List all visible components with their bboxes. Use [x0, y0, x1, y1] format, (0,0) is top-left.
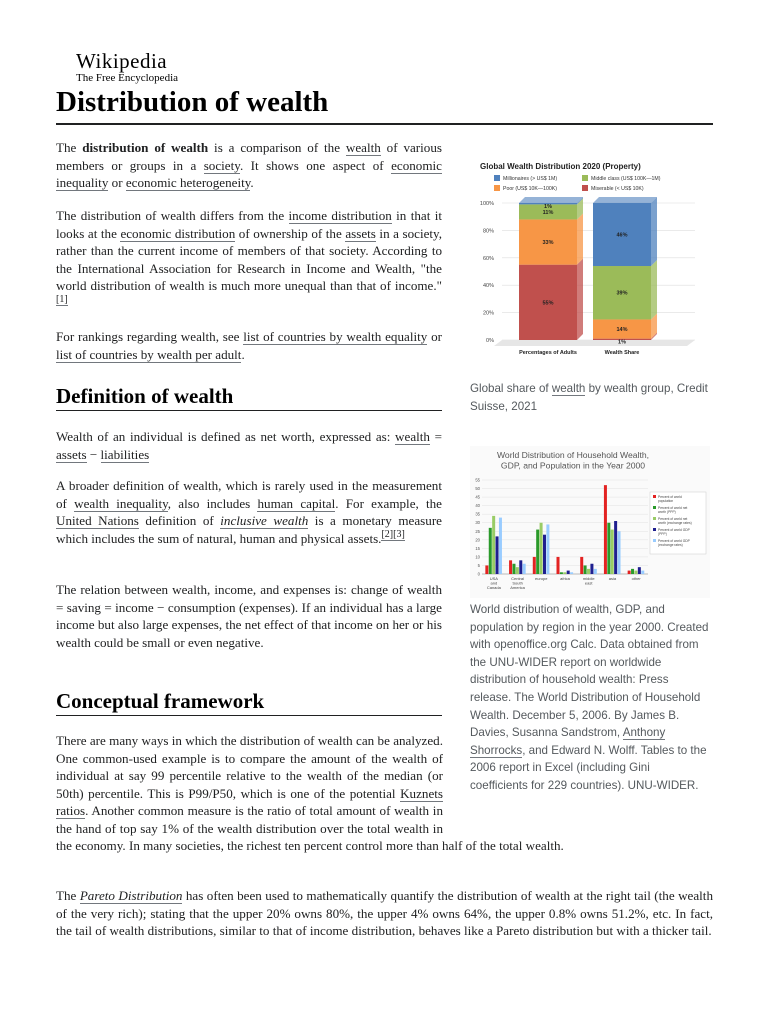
- bar: [641, 571, 644, 574]
- bar: [523, 564, 526, 574]
- legend-swatch: [653, 506, 656, 509]
- bar: [492, 516, 495, 574]
- legend-label: Percent of world GDP (PPP): [658, 528, 690, 536]
- bar: [594, 569, 597, 574]
- figure-2-caption: World distribution of wealth, GDP, and population by region in the year 2000. Created with openoffice.org Calc. Data obtained from the UNU-WIDER report on worldwide distribution of household wealth: Press release. The World Distribution of Household Wealth. December 5, 2006. By James B. Davies, Susanna Sandstrom, Anthony Shorrocks, and Edward N. Wolff. Tables to the 2006 report in Excel (including Gini coefficients for 229 countries). UNU-WIDER.: [470, 603, 709, 792]
- bar: [509, 560, 512, 574]
- bar: [536, 530, 539, 574]
- data-label: 11%: [542, 209, 554, 216]
- bar: [546, 524, 549, 574]
- y-tick-label: 15: [475, 545, 480, 551]
- bar: [489, 528, 492, 574]
- y-tick-label: 30: [475, 520, 480, 526]
- bar-side: [651, 197, 657, 266]
- bar-side: [577, 259, 583, 340]
- bar: [499, 518, 502, 574]
- y-tick-label: 55: [475, 477, 480, 483]
- data-label: 33%: [542, 240, 554, 247]
- bar-side: [651, 260, 657, 319]
- figure-1-caption: Global share of wealth by wealth group, Credit Suisse, 2021: [470, 382, 708, 413]
- x-tick-label: africa: [560, 576, 570, 581]
- bar: [540, 523, 543, 574]
- x-tick-label: Central South America: [510, 576, 525, 591]
- bar-side: [577, 213, 583, 264]
- intro-paragraph-1: The distribution of wealth is a comparison of the wealth of various members or groups in a society. It shows one aspect of economic inequality or economic heterogeneity.: [56, 140, 442, 190]
- section-divider-definition: [56, 410, 442, 411]
- link-wealth-2[interactable]: wealth: [395, 429, 430, 444]
- intro-paragraph-2: The distribution of wealth differs from the income distribution in that it looks at the economic distribution of ownership of the assets in a society, rather than the current income of members of that society. According to the International Association for Research in Income and Wealth, "the world distribution of wealth is much more unequal than that of income."[1]: [56, 208, 443, 306]
- section-heading-definition: Definition of wealth: [56, 384, 234, 408]
- link-list-countries-wealth-per-adult[interactable]: list of countries by wealth per adult: [56, 346, 242, 362]
- bar: [607, 523, 610, 574]
- bar-top: [593, 197, 657, 203]
- legend-swatch: [653, 517, 656, 520]
- bar: [634, 571, 637, 574]
- bar: [560, 572, 563, 574]
- reference-2-3[interactable]: [2][3]: [381, 529, 405, 541]
- bar-top: [519, 197, 583, 203]
- legend-label: Miserable (< US$ 10K): [591, 186, 644, 192]
- logo-wordmark: Wikipedia: [76, 49, 168, 73]
- y-tick-label: 5: [477, 562, 480, 568]
- legend-label: Millionaires (> US$ 1M): [503, 176, 558, 182]
- legend-swatch: [494, 185, 500, 191]
- y-tick-label: 25: [475, 528, 480, 534]
- link-wealth[interactable]: wealth: [345, 140, 381, 155]
- link-assets-2[interactable]: assets: [56, 446, 87, 462]
- link-economic-heterogeneity[interactable]: economic heterogeneity: [125, 175, 251, 190]
- bar: [618, 531, 621, 574]
- legend-swatch: [494, 175, 500, 181]
- y-tick-label: 10: [475, 554, 480, 560]
- framework-paragraph-2: The Pareto Distribution has often been used to mathematically quantify the distribution of wealth at the right tail (the wealth of the very rich); stating that the upper 20% owns 80%, the upper 4% owns 64%, the upper 0.8% owns 51.2%, etc. In fact, the tail of wealth distributions, similar to that of income distribution, behaves like a Pareto distribution but with a thicker tail.: [56, 888, 713, 938]
- link-human-capital[interactable]: human capital: [257, 495, 336, 511]
- intro-paragraph-3: For rankings regarding wealth, see list of countries by wealth equality or list of countries by wealth per adult.: [56, 329, 443, 362]
- wikipedia-logo[interactable]: [76, 50, 206, 85]
- link-pareto-distribution[interactable]: Pareto Distribution: [79, 888, 183, 903]
- link-united-nations[interactable]: United Nations: [56, 513, 139, 528]
- link-economic-inequality[interactable]: economic inequality: [56, 157, 442, 190]
- legend-swatch: [653, 495, 656, 498]
- figure-global-wealth-distribution[interactable]: [470, 155, 710, 370]
- bar: [631, 569, 634, 574]
- legend-swatch: [653, 539, 656, 542]
- chart-floor: [494, 340, 695, 346]
- bar: [580, 557, 583, 574]
- legend-swatch: [582, 175, 588, 181]
- data-label: 39%: [616, 290, 628, 297]
- y-tick-label: 0: [477, 571, 480, 577]
- y-tick-label: 80%: [482, 228, 494, 235]
- link-wealth-inequality[interactable]: wealth inequality: [74, 495, 168, 511]
- link-liabilities[interactable]: liabilities: [100, 446, 150, 462]
- y-tick-label: 40%: [482, 283, 494, 290]
- y-tick-label: 45: [475, 494, 480, 500]
- legend-label: Percent of world GDP (exchange rates): [658, 539, 690, 547]
- x-tick-label: other: [631, 576, 641, 581]
- y-tick-label: 50: [475, 486, 480, 492]
- data-label: 14%: [616, 327, 628, 334]
- chart-world-household-wealth: [470, 446, 710, 598]
- link-assets[interactable]: assets: [345, 225, 376, 241]
- definition-paragraph-1: Wealth of an individual is defined as net worth, expressed as: wealth = assets − liabilities: [56, 429, 442, 462]
- link-inclusive-wealth[interactable]: inclusive wealth: [220, 513, 309, 528]
- data-label: 55%: [542, 300, 554, 307]
- link-economic-distribution[interactable]: economic distribution: [120, 225, 236, 241]
- data-label: 1%: [618, 339, 626, 346]
- x-tick-label: asia: [608, 576, 617, 581]
- bar: [557, 557, 560, 574]
- bar: [604, 485, 607, 574]
- link-society[interactable]: society: [203, 157, 240, 173]
- logo-tagline: The Free Encyclopedia: [76, 72, 179, 84]
- framework-paragraph-1: There are many ways in which the distribution of wealth can be analyzed. One common-used example is to compare the amount of the wealth of individual at say 99 percentile relative to the wealth of the median (or 50th) percentile. This is P99/P50, which is one of the potential Kuznets ratios. Another common measure is the ratio of total amount of wealth in the hand of top say 1% of the wealth distribution over the total wealth in the economy. In many societies, the richest ten percent control more than half of the total wealth.: [56, 732, 713, 855]
- bar: [584, 565, 587, 574]
- bar: [611, 530, 614, 574]
- link-wealth-caption[interactable]: wealth: [551, 382, 586, 395]
- page-title: Distribution of wealth: [56, 86, 329, 118]
- x-tick-label: Wealth Share: [604, 350, 640, 356]
- y-tick-label: 0%: [486, 338, 494, 344]
- data-label: 46%: [616, 232, 628, 239]
- legend-label: Percent of world population: [658, 495, 682, 503]
- chart-title: World Distribution of Household Wealth, GDP, and Population in the Year 2000: [496, 450, 650, 471]
- bar: [628, 571, 631, 574]
- definition-paragraph-3: The relation between wealth, income, and expenses is: change of wealth = saving = income − consumption (expenses). If an individual has a large income but also large expenses, the net effect of that income on her or his wealth could be small or even negative.: [56, 582, 442, 650]
- bar: [563, 572, 566, 574]
- y-tick-label: 60%: [482, 255, 494, 262]
- bar: [512, 564, 515, 574]
- bar: [614, 521, 617, 574]
- y-tick-label: 35: [475, 511, 480, 517]
- legend-label: Poor (US$ 10K—100K): [503, 186, 557, 192]
- reference-1[interactable]: [1]: [56, 294, 68, 306]
- bar: [570, 572, 573, 574]
- legend-swatch: [582, 185, 588, 191]
- x-tick-label: USA and Canada: [486, 576, 501, 591]
- y-tick-label: 100%: [479, 201, 494, 207]
- bar: [590, 564, 593, 574]
- chart-title: Global Wealth Distribution 2020 (Property): [480, 162, 641, 171]
- data-label: 1%: [544, 204, 552, 210]
- x-tick-label: Percentages of Adults: [519, 350, 577, 356]
- bar: [533, 557, 536, 574]
- legend-swatch: [653, 528, 656, 531]
- legend-label: Percent of world net worth (exchange rates): [658, 517, 692, 525]
- x-tick-label: europe: [535, 576, 548, 581]
- x-tick-label: middle east: [582, 576, 595, 586]
- title-divider: [56, 123, 713, 125]
- section-divider-framework: [56, 715, 442, 716]
- bar: [638, 567, 641, 574]
- y-tick-label: 20: [475, 537, 480, 543]
- bar: [587, 569, 590, 574]
- bar: [567, 571, 570, 574]
- chart-global-wealth-distribution: [470, 155, 710, 370]
- bar: [516, 567, 519, 574]
- legend-label: Middle class (US$ 100K—1M): [591, 176, 661, 182]
- y-tick-label: 20%: [482, 310, 494, 317]
- link-list-countries-wealth-equality[interactable]: list of countries by wealth equality: [243, 329, 428, 344]
- link-kuznets-ratios[interactable]: Kuznets ratios: [56, 785, 443, 818]
- y-tick-label: 40: [475, 503, 480, 509]
- link-anthony-shorrocks[interactable]: Anthony Shorrocks: [470, 726, 666, 757]
- figure-world-household-wealth[interactable]: [470, 446, 710, 598]
- link-income-distribution[interactable]: income distribution: [288, 208, 392, 223]
- bar: [496, 536, 499, 574]
- section-heading-framework: Conceptual framework: [56, 689, 265, 713]
- bar: [543, 535, 546, 574]
- legend-label: Percent of world net worth (PPP): [658, 506, 688, 514]
- definition-paragraph-2: A broader definition of wealth, which is rarely used in the measurement of wealth inequality, also includes human capital. For example, the United Nations definition of inclusive wealth is a monetary measure which includes the sum of natural, human and physical assets.[2][3]: [56, 478, 442, 546]
- bar: [519, 560, 522, 574]
- bar: [485, 565, 488, 574]
